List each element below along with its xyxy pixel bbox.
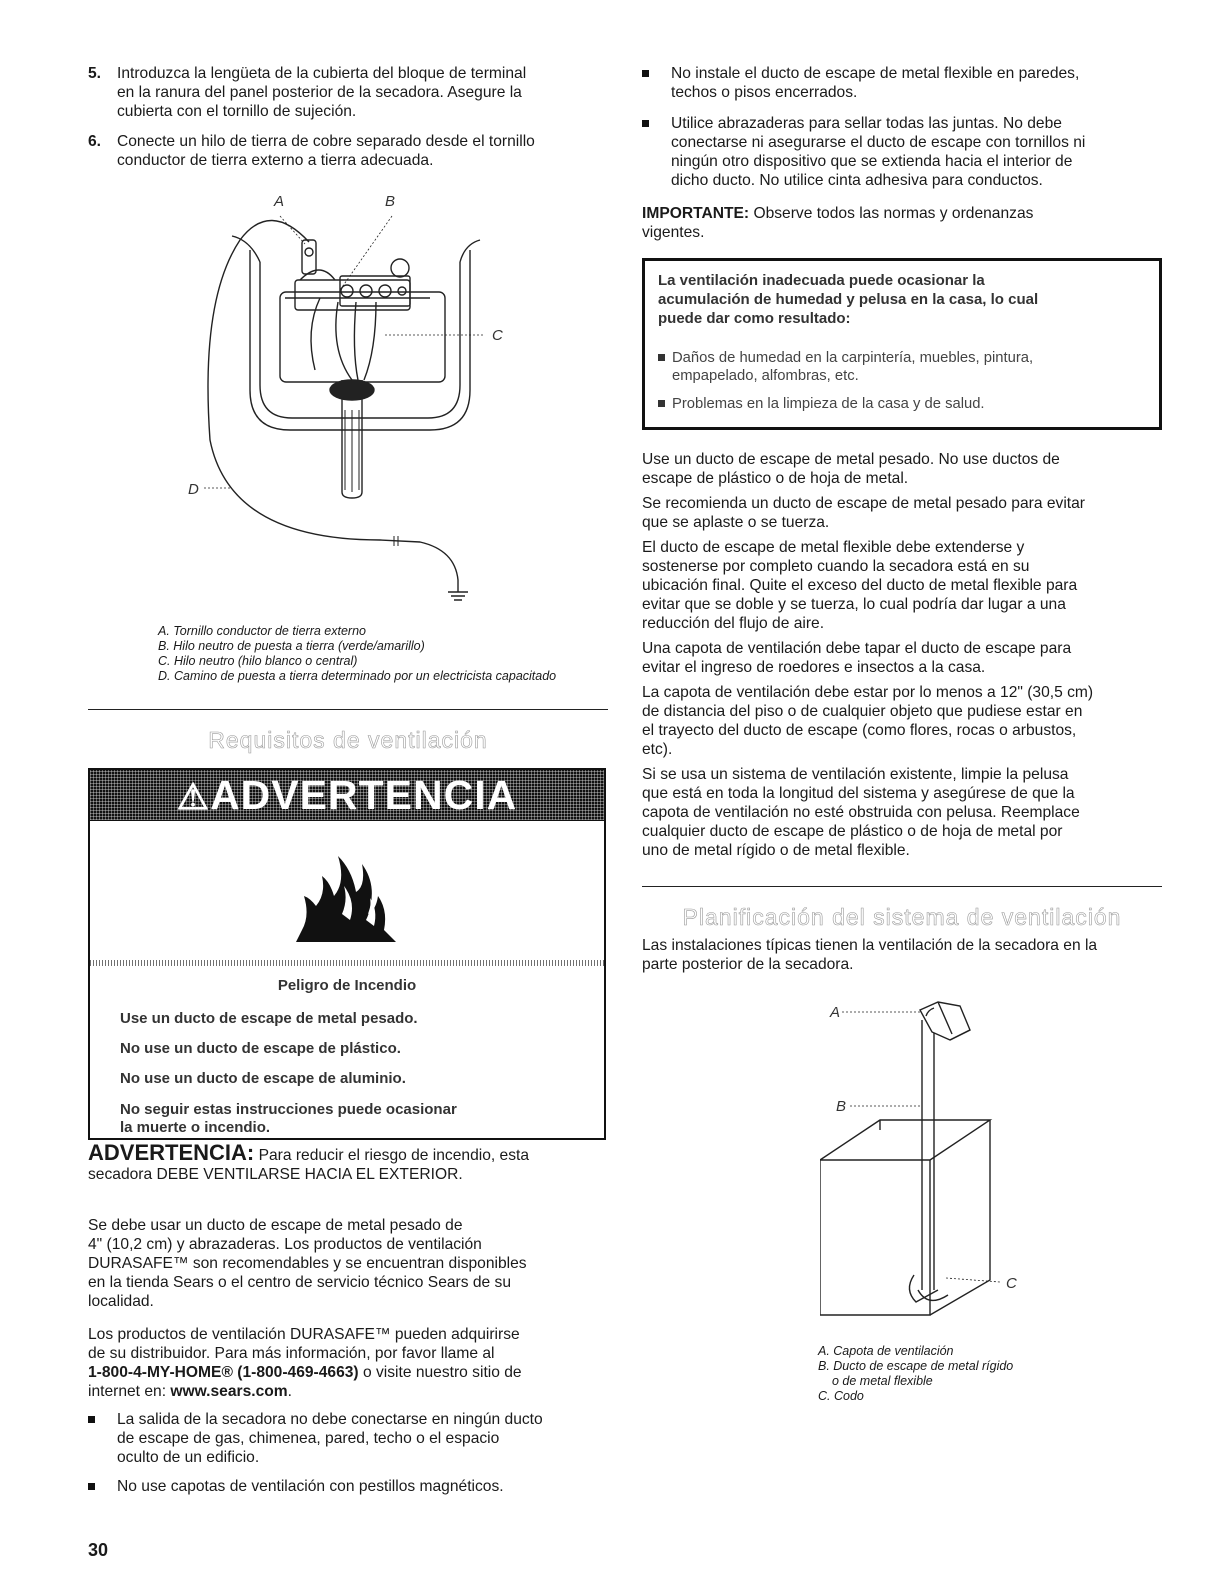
durasafe-paragraph-1 bbox=[88, 1216, 608, 1311]
step-5 bbox=[88, 64, 608, 124]
planning-paragraph: Las instalaciones típicas tienen la ventilación de la secadora en la parte posterior de la secadora. bbox=[642, 937, 1098, 973]
website-link[interactable]: www.sears.com bbox=[170, 1383, 288, 1400]
warning-line: la muerte o incendio. bbox=[120, 1119, 271, 1136]
advertencia-text: secadora DEBE VENTILARSE HACIA EL EXTERIOR. bbox=[88, 1166, 463, 1183]
caption-item: D. Camino de puesta a tierra determinado por un electricista capacitado bbox=[158, 669, 557, 683]
right-paragraphs: Use un ducto de escape de metal pesado. No use ductos de escape de plástico o de hoja de metal. Se recomienda un ducto de escape de metal pesado para evitar que se aplaste o se tuerza. El ducto de escape de metal flexible debe extenderse y sostenerse por completo cuando la secadora está en su ubicación final. Quite el exceso del ducto de metal flexible para evitar que se doble y se tuerza, lo cual podría dar lugar a una reducción del flujo de aire. Una capota de ventilación debe tapar el ducto de escape para evitar el ingreso de roedores e insectos a la casa. La capota de ventilación debe estar por lo menos a 12" (30,5 cm) de distancia del piso o de cualquier objeto que pudiese estar en el trayecto del ducto de escape (como flores, rocas o arbustos, etc). Si se usa un sistema de ventilación existente, limpie la pelusa que está en toda la longitud del sistema y asegúrese de que la capota de ventilación no esté obstruida con pelusa. Reemplace cualquier ducto de escape de plástico o de hoja de metal por uno de metal rígido o de metal flexible. bbox=[642, 451, 1094, 859]
paragraph-line: en la tienda Sears o el centro de servicio técnico Sears de su bbox=[88, 1274, 512, 1291]
figure2-caption: A. Capota de ventilación B. Ducto de escape de metal rígido o de metal flexible C. Codo bbox=[818, 1344, 1014, 1403]
advertencia-label: ADVERTENCIA: bbox=[88, 1140, 255, 1165]
list-item: No instale el ducto de escape de metal flexible en paredes, techos o pisos encerrados. bbox=[642, 64, 1164, 104]
bullet-square-icon bbox=[88, 1483, 95, 1490]
caption-item: C. Hilo neutro (hilo blanco o central) bbox=[158, 654, 358, 668]
step-text-line: cubierta con el tornillo de sujeción. bbox=[117, 103, 357, 120]
warning-line: No seguir estas instrucciones puede ocasionar bbox=[120, 1101, 457, 1118]
paragraph-line: 4" (10,2 cm) y abrazaderas. Los productos de ventilación bbox=[88, 1236, 482, 1253]
figure-label-d: D bbox=[188, 481, 199, 498]
step-text-line: Introduzca la lengüeta de la cubierta del bloque de terminal bbox=[117, 65, 527, 82]
figure-label-b: B bbox=[385, 193, 396, 210]
list-item: No use capotas de ventilación con pestillos magnéticos. bbox=[88, 1477, 608, 1497]
bullet-square-icon bbox=[658, 354, 665, 361]
bullet-square-icon bbox=[642, 70, 649, 77]
step-number: 5. bbox=[88, 65, 102, 82]
durasafe-paragraph-2: Los productos de ventilación DURASAFE™ pueden adquirirse de su distribuidor. Para más información, por favor llame al 1-800-4-MY-HOME® (1-800-469-4663) o visite nuestro sitio de internet en: www.sears.com. bbox=[88, 1325, 608, 1401]
figure-label-c: C bbox=[492, 327, 503, 344]
bullet-square-icon bbox=[642, 120, 649, 127]
list-item: Utilice abrazaderas para sellar todas las juntas. No debe conectarse ni asegurarse el ducto de escape con tornillos ni ningún otro dispositivo que se extienda hacia el interior de dicho ducto. No utilice cinta adhesiva para conductos. bbox=[642, 114, 1164, 192]
list-item: La salida de la secadora no debe conectarse en ningún ducto de escape de gas, chimenea, pared, techo o el espacio oculto de un edificio. bbox=[88, 1410, 608, 1468]
paragraph-line: internet en: bbox=[88, 1383, 171, 1400]
warning-triangle-icon: ⚠ bbox=[176, 776, 211, 817]
importante-label: IMPORTANTE: bbox=[642, 205, 750, 222]
paragraph-line: localidad. bbox=[88, 1293, 154, 1310]
bullet-square-icon bbox=[88, 1416, 95, 1423]
advertencia-text: Para reducir el riesgo de incendio, esta bbox=[258, 1147, 530, 1164]
caution-box bbox=[642, 258, 1162, 430]
warning-header-title: ⚠ADVERTENCIA bbox=[176, 772, 518, 818]
phone-number: 1-800-4-MY-HOME® (1-800-469-4663) bbox=[88, 1364, 359, 1381]
step-text-line: en la ranura del panel posterior de la secadora. Asegure la bbox=[117, 84, 522, 101]
paragraph-line: de su distribuidor. Para más información, por favor llame al bbox=[88, 1345, 495, 1362]
figure-label-a: A bbox=[274, 193, 285, 210]
paragraph-line: Los productos de ventilación DURASAFE™ pueden adquirirse bbox=[88, 1326, 520, 1343]
figure-label-c: C bbox=[1006, 1275, 1017, 1292]
caption-item: B. Hilo neutro de puesta a tierra (verde/amarillo) bbox=[158, 639, 425, 653]
advertencia-paragraph bbox=[88, 1140, 608, 1184]
step-number: 6. bbox=[88, 133, 102, 150]
step-text-line: Conecte un hilo de tierra de cobre separado desde el tornillo bbox=[117, 133, 535, 150]
step-6 bbox=[88, 132, 608, 172]
paragraph-line: DURASAFE™ son recomendables y se encuentran disponibles bbox=[88, 1255, 527, 1272]
warning-line: Use un ducto de escape de metal pesado. bbox=[120, 1010, 418, 1027]
paragraph-line: o visite nuestro sitio de bbox=[358, 1364, 522, 1381]
fire-icon bbox=[286, 830, 406, 950]
caution-item: Daños de humedad en la carpintería, muebles, pintura, empapelado, alfombras, etc. bbox=[658, 349, 1138, 389]
step-text-line: conductor de tierra externo a tierra adecuada. bbox=[117, 152, 434, 169]
section-title-ventilation: Requisitos de ventilación bbox=[208, 727, 488, 753]
section-divider bbox=[642, 886, 1162, 887]
bullet-square-icon bbox=[658, 400, 665, 407]
figure1-caption bbox=[158, 624, 598, 684]
caution-heading: La ventilación inadecuada puede ocasionar la acumulación de humedad y pelusa en la casa, lo cual puede dar como resultado: bbox=[658, 272, 1039, 327]
warning-hazard-title: Peligro de Incendio bbox=[277, 977, 417, 994]
page-number: 30 bbox=[88, 1540, 109, 1560]
section-divider bbox=[88, 709, 608, 710]
warning-header bbox=[90, 770, 604, 820]
caption-item: A. Tornillo conductor de tierra externo bbox=[158, 624, 366, 638]
ground-wire-diagram bbox=[180, 180, 510, 610]
figure-label-a: A bbox=[830, 1004, 841, 1021]
paragraph-line: Se debe usar un ducto de escape de metal pesado de bbox=[88, 1217, 463, 1234]
warning-box bbox=[88, 768, 606, 1140]
section-title-planning: Planificación del sistema de ventilación bbox=[682, 904, 1122, 930]
vent-system-diagram bbox=[820, 990, 1040, 1350]
warning-line: No use un ducto de escape de plástico. bbox=[120, 1040, 401, 1057]
importante-paragraph: IMPORTANTE: Observe todos las normas y ordenanzas vigentes. bbox=[642, 205, 1034, 241]
caution-item: Problemas en la limpieza de la casa y de salud. bbox=[658, 395, 1138, 415]
warning-line: No use un ducto de escape de aluminio. bbox=[120, 1070, 406, 1087]
figure-label-b: B bbox=[836, 1098, 847, 1115]
